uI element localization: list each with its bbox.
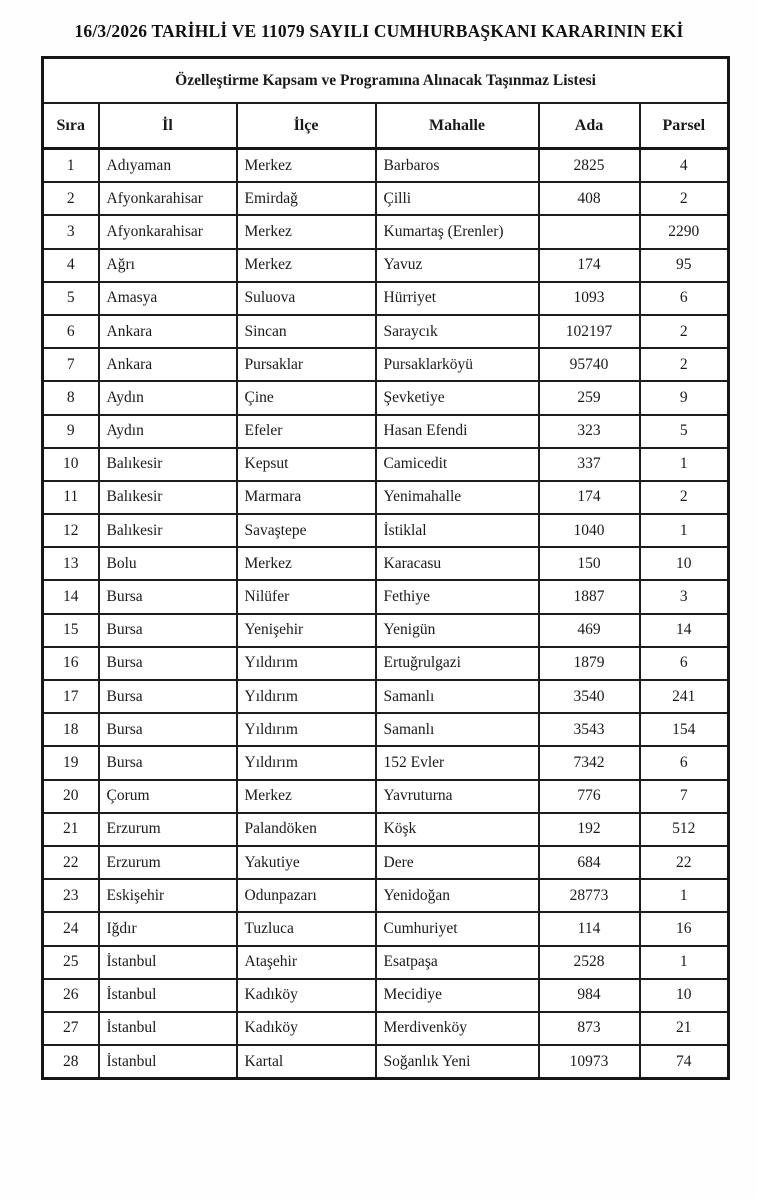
table-cell: Cumhuriyet bbox=[376, 912, 539, 945]
table-row bbox=[43, 514, 729, 547]
table-cell: Aydın bbox=[99, 381, 237, 414]
table-cell: Hürriyet bbox=[376, 282, 539, 315]
table-row bbox=[43, 614, 729, 647]
table-cell: 11 bbox=[43, 481, 99, 514]
table-cell: Yenigün bbox=[376, 614, 539, 647]
table-row bbox=[43, 580, 729, 613]
table-cell: Afyonkarahisar bbox=[99, 215, 237, 248]
table-cell: 10 bbox=[640, 979, 729, 1012]
table-row bbox=[43, 381, 729, 414]
table-cell: 13 bbox=[43, 547, 99, 580]
table-cell: Bursa bbox=[99, 746, 237, 779]
table-cell: Merkez bbox=[237, 780, 376, 813]
table-row bbox=[43, 746, 729, 779]
table-cell: 14 bbox=[640, 614, 729, 647]
table-cell: 7 bbox=[640, 780, 729, 813]
table-cell: İstiklal bbox=[376, 514, 539, 547]
table-cell: 5 bbox=[43, 282, 99, 315]
table-caption-row bbox=[43, 58, 729, 104]
table-cell: Yıldırım bbox=[237, 680, 376, 713]
table-cell: Yıldırım bbox=[237, 713, 376, 746]
table-cell: 28 bbox=[43, 1045, 99, 1079]
table-cell: 21 bbox=[640, 1012, 729, 1045]
table-cell: 95 bbox=[640, 249, 729, 282]
table-cell: 1879 bbox=[539, 647, 640, 680]
table-cell: 24 bbox=[43, 912, 99, 945]
table-cell: Ertuğrulgazi bbox=[376, 647, 539, 680]
table-cell: 22 bbox=[640, 846, 729, 879]
table-cell: 241 bbox=[640, 680, 729, 713]
table-cell: Iğdır bbox=[99, 912, 237, 945]
table-row bbox=[43, 912, 729, 945]
table-cell: 150 bbox=[539, 547, 640, 580]
table-cell: 1040 bbox=[539, 514, 640, 547]
column-header-3: İlçe bbox=[237, 103, 376, 149]
table-cell: Suluova bbox=[237, 282, 376, 315]
table-cell: 14 bbox=[43, 580, 99, 613]
table-cell bbox=[539, 215, 640, 248]
table-cell: 17 bbox=[43, 680, 99, 713]
table-cell: 6 bbox=[640, 746, 729, 779]
table-cell: Palandöken bbox=[237, 813, 376, 846]
table-cell: Fethiye bbox=[376, 580, 539, 613]
property-table bbox=[41, 56, 730, 1080]
table-cell: 15 bbox=[43, 614, 99, 647]
table-cell: Erzurum bbox=[99, 813, 237, 846]
table-row bbox=[43, 448, 729, 481]
table-cell: Çilli bbox=[376, 182, 539, 215]
column-header-5: Ada bbox=[539, 103, 640, 149]
table-cell: Çine bbox=[237, 381, 376, 414]
table-cell: 8 bbox=[43, 381, 99, 414]
table-cell: 2 bbox=[43, 182, 99, 215]
table-cell: 6 bbox=[640, 647, 729, 680]
table-cell: 6 bbox=[640, 282, 729, 315]
table-cell: Aydın bbox=[99, 415, 237, 448]
table-cell: 2 bbox=[640, 348, 729, 381]
table-cell: 2 bbox=[640, 481, 729, 514]
table-cell: 2528 bbox=[539, 946, 640, 979]
table-row bbox=[43, 846, 729, 879]
table-cell: İstanbul bbox=[99, 979, 237, 1012]
table-row bbox=[43, 647, 729, 680]
table-cell: Saraycık bbox=[376, 315, 539, 348]
table-row bbox=[43, 182, 729, 215]
table-row bbox=[43, 946, 729, 979]
table-cell: Mecidiye bbox=[376, 979, 539, 1012]
table-cell: Esatpaşa bbox=[376, 946, 539, 979]
table-cell: Samanlı bbox=[376, 680, 539, 713]
table-cell: 16 bbox=[640, 912, 729, 945]
table-cell: Bursa bbox=[99, 647, 237, 680]
table-cell: Amasya bbox=[99, 282, 237, 315]
table-cell: 684 bbox=[539, 846, 640, 879]
table-cell: Kepsut bbox=[237, 448, 376, 481]
table-cell: 6 bbox=[43, 315, 99, 348]
table-cell: Merkez bbox=[237, 149, 376, 183]
table-cell: Yenimahalle bbox=[376, 481, 539, 514]
table-cell: 1887 bbox=[539, 580, 640, 613]
table-cell: 4 bbox=[43, 249, 99, 282]
document-title: 16/3/2026 TARİHLİ VE 11079 SAYILI CUMHURBAŞKANI KARARININ EKİ bbox=[74, 21, 684, 41]
table-cell: 102197 bbox=[539, 315, 640, 348]
table-cell: Kadıköy bbox=[237, 1012, 376, 1045]
table-cell: Afyonkarahisar bbox=[99, 182, 237, 215]
table-cell: Şevketiye bbox=[376, 381, 539, 414]
table-cell: Marmara bbox=[237, 481, 376, 514]
table-cell: 3540 bbox=[539, 680, 640, 713]
table-cell: Merkez bbox=[237, 249, 376, 282]
table-cell: Yavruturna bbox=[376, 780, 539, 813]
table-row bbox=[43, 780, 729, 813]
table-cell: 2290 bbox=[640, 215, 729, 248]
table-row bbox=[43, 813, 729, 846]
table-cell: 2 bbox=[640, 182, 729, 215]
table-row bbox=[43, 215, 729, 248]
table-cell: 114 bbox=[539, 912, 640, 945]
table-header-row bbox=[43, 103, 729, 149]
table-cell: İstanbul bbox=[99, 1012, 237, 1045]
table-cell: Bursa bbox=[99, 680, 237, 713]
table-cell: 1 bbox=[43, 149, 99, 183]
column-header-1: Sıra bbox=[43, 103, 99, 149]
table-cell: 174 bbox=[539, 249, 640, 282]
table-cell: Yavuz bbox=[376, 249, 539, 282]
table-cell: 984 bbox=[539, 979, 640, 1012]
table-cell: 18 bbox=[43, 713, 99, 746]
table-cell: 5 bbox=[640, 415, 729, 448]
table-cell: Balıkesir bbox=[99, 481, 237, 514]
table-cell: 10973 bbox=[539, 1045, 640, 1079]
table-cell: Bursa bbox=[99, 580, 237, 613]
column-header-4: Mahalle bbox=[376, 103, 539, 149]
table-row bbox=[43, 680, 729, 713]
table-cell: Çorum bbox=[99, 780, 237, 813]
table-cell: 154 bbox=[640, 713, 729, 746]
table-cell: 259 bbox=[539, 381, 640, 414]
table-row bbox=[43, 415, 729, 448]
table-cell: Pursaklar bbox=[237, 348, 376, 381]
table-cell: 28773 bbox=[539, 879, 640, 912]
table-cell: Yıldırım bbox=[237, 647, 376, 680]
table-cell: Karacasu bbox=[376, 547, 539, 580]
table-cell: Odunpazarı bbox=[237, 879, 376, 912]
table-row bbox=[43, 348, 729, 381]
table-cell: 9 bbox=[43, 415, 99, 448]
table-cell: Merkez bbox=[237, 547, 376, 580]
table-cell: 1093 bbox=[539, 282, 640, 315]
table-cell: Ankara bbox=[99, 348, 237, 381]
table-row bbox=[43, 149, 729, 183]
table-cell: 469 bbox=[539, 614, 640, 647]
table-cell: Balıkesir bbox=[99, 448, 237, 481]
table-cell: 3 bbox=[640, 580, 729, 613]
table-cell: 337 bbox=[539, 448, 640, 481]
table-cell: 873 bbox=[539, 1012, 640, 1045]
table-cell: 2825 bbox=[539, 149, 640, 183]
table-cell: 9 bbox=[640, 381, 729, 414]
table-cell: Emirdağ bbox=[237, 182, 376, 215]
table-cell: Kartal bbox=[237, 1045, 376, 1079]
table-cell: 408 bbox=[539, 182, 640, 215]
table-cell: Ankara bbox=[99, 315, 237, 348]
table-cell: 20 bbox=[43, 780, 99, 813]
table-cell: Ataşehir bbox=[237, 946, 376, 979]
table-body bbox=[43, 149, 729, 1079]
table-cell: Nilüfer bbox=[237, 580, 376, 613]
table-cell: 512 bbox=[640, 813, 729, 846]
table-cell: 1 bbox=[640, 946, 729, 979]
table-cell: Dere bbox=[376, 846, 539, 879]
table-cell: 3 bbox=[43, 215, 99, 248]
table-cell: Merkez bbox=[237, 215, 376, 248]
table-cell: 323 bbox=[539, 415, 640, 448]
table-cell: 10 bbox=[43, 448, 99, 481]
table-cell: Kumartaş (Erenler) bbox=[376, 215, 539, 248]
table-cell: Yıldırım bbox=[237, 746, 376, 779]
table-cell: Hasan Efendi bbox=[376, 415, 539, 448]
table-cell: Balıkesir bbox=[99, 514, 237, 547]
table-cell: Merdivenköy bbox=[376, 1012, 539, 1045]
table-cell: 95740 bbox=[539, 348, 640, 381]
table-cell: Tuzluca bbox=[237, 912, 376, 945]
table-cell: 4 bbox=[640, 149, 729, 183]
table-row bbox=[43, 249, 729, 282]
table-cell: 25 bbox=[43, 946, 99, 979]
table-cell: Efeler bbox=[237, 415, 376, 448]
table-cell: 22 bbox=[43, 846, 99, 879]
table-row bbox=[43, 315, 729, 348]
table-cell: 26 bbox=[43, 979, 99, 1012]
table-cell: 12 bbox=[43, 514, 99, 547]
table-cell: 1 bbox=[640, 514, 729, 547]
table-cell: 21 bbox=[43, 813, 99, 846]
table-cell: Sincan bbox=[237, 315, 376, 348]
table-cell: 192 bbox=[539, 813, 640, 846]
table-cell: İstanbul bbox=[99, 1045, 237, 1079]
table-cell: Erzurum bbox=[99, 846, 237, 879]
table-cell: Kadıköy bbox=[237, 979, 376, 1012]
table-cell: Yakutiye bbox=[237, 846, 376, 879]
table-cell: 23 bbox=[43, 879, 99, 912]
table-cell: 2 bbox=[640, 315, 729, 348]
table-cell: 3543 bbox=[539, 713, 640, 746]
table-cell: İstanbul bbox=[99, 946, 237, 979]
column-header-6: Parsel bbox=[640, 103, 729, 149]
table-cell: Barbaros bbox=[376, 149, 539, 183]
table-cell: Eskişehir bbox=[99, 879, 237, 912]
table-cell: Bursa bbox=[99, 614, 237, 647]
table-row bbox=[43, 879, 729, 912]
table-cell: 7 bbox=[43, 348, 99, 381]
table-cell: 152 Evler bbox=[376, 746, 539, 779]
table-cell: Camicedit bbox=[376, 448, 539, 481]
table-cell: Savaştepe bbox=[237, 514, 376, 547]
table-cell: 1 bbox=[640, 879, 729, 912]
table-cell: 776 bbox=[539, 780, 640, 813]
table-cell: Samanlı bbox=[376, 713, 539, 746]
column-header-2: İl bbox=[99, 103, 237, 149]
table-cell: 74 bbox=[640, 1045, 729, 1079]
table-cell: Adıyaman bbox=[99, 149, 237, 183]
table-cell: Bolu bbox=[99, 547, 237, 580]
table-cell: 7342 bbox=[539, 746, 640, 779]
table-cell: 16 bbox=[43, 647, 99, 680]
table-row bbox=[43, 1045, 729, 1079]
table-cell: 1 bbox=[640, 448, 729, 481]
table-row bbox=[43, 713, 729, 746]
table-cell: 10 bbox=[640, 547, 729, 580]
table-row bbox=[43, 481, 729, 514]
table-cell: Yenidoğan bbox=[376, 879, 539, 912]
table-caption: Özelleştirme Kapsam ve Programına Alınacak Taşınmaz Listesi bbox=[43, 58, 729, 104]
table-cell: Pursaklarköyü bbox=[376, 348, 539, 381]
table-cell: Ağrı bbox=[99, 249, 237, 282]
table-row bbox=[43, 547, 729, 580]
table-cell: Soğanlık Yeni bbox=[376, 1045, 539, 1079]
table-row bbox=[43, 282, 729, 315]
table-cell: Yenişehir bbox=[237, 614, 376, 647]
table-row bbox=[43, 1012, 729, 1045]
table-cell: 174 bbox=[539, 481, 640, 514]
table-row bbox=[43, 979, 729, 1012]
table-cell: 27 bbox=[43, 1012, 99, 1045]
table-cell: Köşk bbox=[376, 813, 539, 846]
table-cell: Bursa bbox=[99, 713, 237, 746]
table-cell: 19 bbox=[43, 746, 99, 779]
